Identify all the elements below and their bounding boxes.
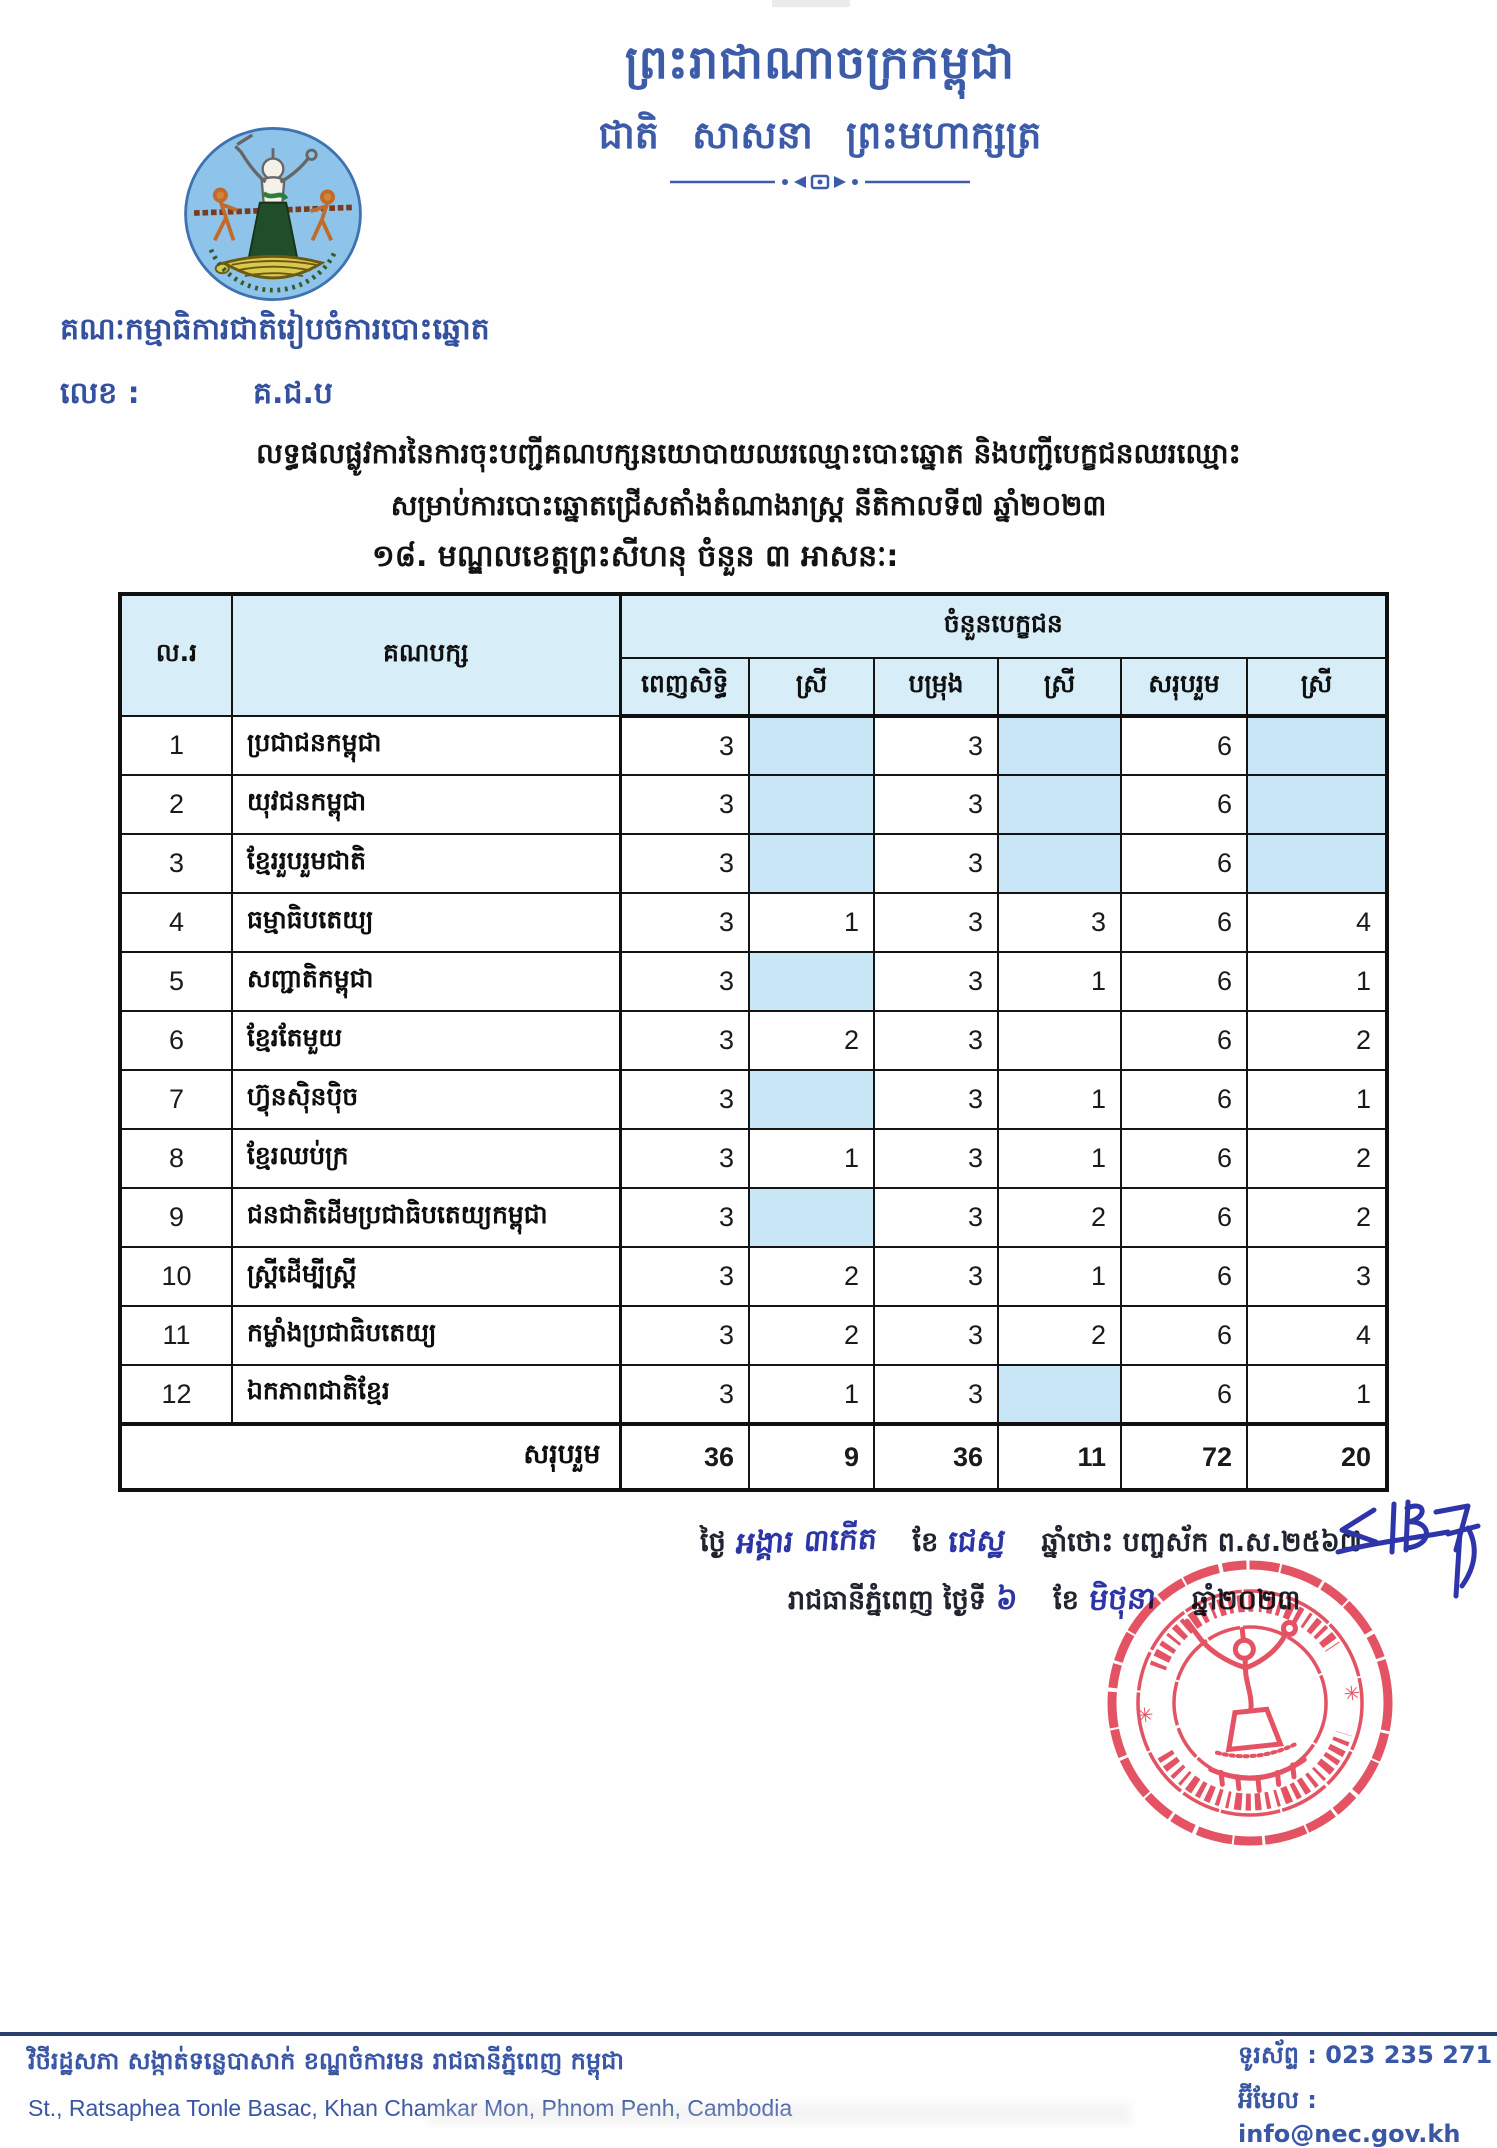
kingdom-title: ព្រះរាជាណាចក្រកម្ពុជា [624,35,1016,89]
total-full: 36 [620,1424,749,1490]
candidate-count-cell: 1 [1247,952,1387,1011]
stamp-figure [1187,1610,1312,1796]
candidate-count-cell: 6 [1121,893,1247,952]
candidate-count-cell: 3 [998,893,1121,952]
candidate-count-cell: 3 [620,893,749,952]
row-number: 12 [120,1365,232,1424]
party-name: សញ្ជាតិកម្ពុជា [232,952,620,1011]
candidate-count-cell: 3 [620,952,749,1011]
table-row [120,1365,1387,1424]
candidate-count-cell: 6 [1121,1188,1247,1247]
col-header-female3: ស្រី [1247,658,1387,716]
candidate-count-cell: 1 [998,1247,1121,1306]
candidate-count-cell [1247,716,1387,775]
date1-suffix: ឆ្នាំថោះ បញ្ចស័ក ព.ស.២៥៦៧ [1041,1527,1362,1558]
table-body [120,716,1387,1424]
row-number: 8 [120,1129,232,1188]
table-row [120,716,1387,775]
svg-text:✳: ✳ [1135,1702,1155,1728]
candidate-count-cell: 3 [620,1011,749,1070]
candidate-count-cell: 1 [998,1070,1121,1129]
party-name: ស្ត្រីដើម្បីស្ត្រី [232,1247,620,1306]
candidate-count-cell [998,716,1121,775]
row-number: 9 [120,1188,232,1247]
party-name: យុវជនកម្ពុជា [232,775,620,834]
candidate-count-cell: 6 [1121,1247,1247,1306]
scan-smudge [430,2104,1130,2124]
party-name: ជនជាតិដើមប្រជាធិបតេយ្យកម្ពុជា [232,1188,620,1247]
candidate-count-cell: 2 [1247,1011,1387,1070]
section-heading: ១៨. មណ្ឌលខេត្តព្រះសីហនុ ចំនួន ៣ អាសនៈ: [372,539,899,574]
candidate-count-cell: 2 [749,1247,874,1306]
party-name: ខ្មែររួបរួមជាតិ [232,834,620,893]
row-number: 2 [120,775,232,834]
row-number: 3 [120,834,232,893]
candidate-count-cell: 6 [1121,1365,1247,1424]
candidate-count-cell: 6 [1121,775,1247,834]
candidate-count-cell [749,775,874,834]
candidate-count-cell: 6 [1121,1129,1247,1188]
candidate-count-cell: 6 [1121,1011,1247,1070]
candidate-count-cell: 3 [620,1247,749,1306]
total-female3: 20 [1247,1424,1387,1490]
col-header-reserve: បម្រុង [874,658,998,716]
results-table [118,592,1389,1492]
candidate-count-cell: 6 [1121,716,1247,775]
date2-suffix: ឆ្នាំ២០២៣ [1191,1585,1301,1616]
party-name: ធម្មាធិបតេយ្យ [232,893,620,952]
candidate-count-cell: 3 [620,1365,749,1424]
candidate-count-cell: 3 [874,716,998,775]
document-title [0,428,1497,532]
candidate-count-cell: 1 [749,893,874,952]
row-number: 1 [120,716,232,775]
candidate-count-cell: 1 [998,1129,1121,1188]
header-block [420,30,1220,198]
candidate-count-cell: 3 [1247,1247,1387,1306]
candidate-count-cell: 2 [749,1011,874,1070]
date2-month-label: ខែ [1053,1585,1079,1616]
candidate-count-cell [998,1365,1121,1424]
candidate-count-cell: 4 [1247,1306,1387,1365]
national-motto: ជាតិ សាសនា ព្រះមហាក្សត្រ [598,113,1042,157]
candidate-count-cell: 3 [874,1306,998,1365]
candidate-count-cell: 3 [874,775,998,834]
ref-line [60,374,490,414]
footer-phone [1238,2040,1497,2075]
table-row [120,1247,1387,1306]
candidate-count-cell: 6 [1121,834,1247,893]
party-name: ហ៊្វុនស៊ិនប៉ិច [232,1070,620,1129]
candidate-count-cell: 3 [874,1247,998,1306]
table-row [120,1129,1387,1188]
candidate-count-cell: 2 [1247,1129,1387,1188]
candidate-count-cell: 1 [998,952,1121,1011]
row-number: 6 [120,1011,232,1070]
date1-prefix: ថ្ងៃ [700,1527,726,1558]
candidate-count-cell: 2 [998,1306,1121,1365]
footer-address-english: St., Ratsaphea Tonle Basac, Khan Chamkar Mon, Phnom Penh, Cambodia [28,2095,793,2121]
col-header-party: គណបក្ស [232,594,620,716]
total-female1: 9 [749,1424,874,1490]
candidate-count-cell: 1 [749,1365,874,1424]
ref-value: គ.ជ.ប [253,376,333,411]
total-overall: 72 [1121,1424,1247,1490]
committee-name: គណៈកម្មាធិការជាតិរៀបចំការបោះឆ្នោត [60,312,490,347]
candidate-count-cell: 3 [874,893,998,952]
row-number: 4 [120,893,232,952]
scan-artifact [772,0,850,7]
party-name: ប្រជាជនកម្ពុជា [232,716,620,775]
candidate-count-cell: 3 [620,834,749,893]
table-row [120,1011,1387,1070]
party-name: ឯកភាពជាតិខ្មែរ [232,1365,620,1424]
candidate-count-cell: 3 [874,952,998,1011]
candidate-count-cell: 1 [1247,1070,1387,1129]
table-row [120,952,1387,1011]
table-row [120,1188,1387,1247]
col-header-female1: ស្រី [749,658,874,716]
table-row [120,834,1387,893]
candidate-count-cell: 6 [1121,952,1247,1011]
totals-row [120,1424,1387,1490]
candidate-count-cell [998,834,1121,893]
row-number: 7 [120,1070,232,1129]
footer-address-khmer: វិថីរដ្ឋសភា សង្កាត់ទន្លេបាសាក់ ខណ្ឌចំការមន រាជធានីភ្នំពេញ កម្ពុជា [28,2047,624,2075]
table-row [120,775,1387,834]
committee-block [60,310,490,414]
col-header-total: សរុបរួម [1121,658,1247,716]
table-row [120,1070,1387,1129]
col-header-no: ល.រ [120,594,232,716]
handwritten-day: ៦ [994,1581,1019,1618]
candidate-count-cell [749,952,874,1011]
svg-text:✳: ✳ [1342,1680,1362,1707]
candidate-count-cell: 3 [874,1365,998,1424]
footer-email [1238,2085,1497,2148]
table-row [120,1306,1387,1365]
ref-label: លេខ : [60,376,140,411]
total-reserve: 36 [874,1424,998,1490]
candidate-count-cell: 3 [874,1129,998,1188]
candidate-count-cell: 3 [620,775,749,834]
candidate-count-cell: 4 [1247,893,1387,952]
col-header-candidates: ចំនួនបេក្ខជន [620,594,1387,658]
candidate-count-cell: 3 [620,1129,749,1188]
candidate-count-cell [749,1070,874,1129]
candidate-count-cell: 6 [1121,1306,1247,1365]
candidate-count-cell: 3 [620,1306,749,1365]
candidate-count-cell: 3 [874,1011,998,1070]
handwritten-month2: មិថុនា [1087,1580,1158,1619]
row-number: 5 [120,952,232,1011]
candidate-count-cell: 1 [1247,1365,1387,1424]
candidate-count-cell [749,1188,874,1247]
candidate-count-cell: 3 [874,1188,998,1247]
candidate-count-cell: 6 [1121,1070,1247,1129]
candidate-count-cell: 3 [620,716,749,775]
nec-logo [179,120,367,308]
candidate-count-cell: 3 [620,1070,749,1129]
doc-title-line1: លទ្ធផលផ្លូវការនៃការចុះបញ្ជីគណបក្សនយោបាយឈរឈ្មោះបោះឆ្នោត និងបញ្ជីបេក្ខជនឈរឈ្មោះ [256,437,1241,470]
candidate-count-cell: 2 [749,1306,874,1365]
candidate-count-cell [998,1011,1121,1070]
handwritten-weekday: អង្គារ ៣កើត [734,1521,879,1562]
date1-month-label: ខែ [912,1527,939,1558]
date2-prefix: រាជធានីភ្នំពេញ ថ្ងៃទី [788,1585,986,1616]
party-name: ខ្មែរតែមួយ [232,1011,620,1070]
candidate-count-cell: 3 [874,1070,998,1129]
total-female2: 11 [998,1424,1121,1490]
candidate-count-cell: 1 [749,1129,874,1188]
handwritten-month: ជេស្ឋ [946,1522,1008,1561]
candidate-count-cell [749,716,874,775]
candidate-count-cell [998,775,1121,834]
col-header-female2: ស្រី [998,658,1121,716]
candidate-count-cell: 3 [620,1188,749,1247]
row-number: 11 [120,1306,232,1365]
divider-ornament [420,170,1220,198]
footer-email-label: អ៊ីមែល : [1238,2086,1317,2114]
col-header-full: ពេញសិទ្ធិ [620,658,749,716]
candidate-count-cell [1247,834,1387,893]
totals-label: សរុបរួម [120,1424,620,1490]
party-name: ខ្មែរឈប់ក្រ [232,1129,620,1188]
official-stamp [1070,1537,1430,1870]
candidate-count-cell [1247,775,1387,834]
footer-right [1238,2040,1497,2148]
party-name: កម្លាំងប្រជាធិបតេយ្យ [232,1306,620,1365]
footer-phone-value: 023 235 271 [1325,2041,1493,2069]
doc-title-line2: សម្រាប់ការបោះឆ្នោតជ្រើសតាំងតំណាងរាស្ត្រ នីតិកាលទី៧ ឆ្នាំ២០២៣ [390,489,1107,522]
footer-rule [0,2032,1497,2036]
table-row [120,893,1387,952]
candidate-count-cell [749,834,874,893]
row-number: 10 [120,1247,232,1306]
candidate-count-cell: 3 [874,834,998,893]
candidate-count-cell: 2 [998,1188,1121,1247]
footer-email-value: info@nec.gov.kh [1238,2120,1461,2148]
footer-phone-label: ទូរស័ព្ទ : [1238,2041,1317,2069]
candidate-count-cell: 2 [1247,1188,1387,1247]
